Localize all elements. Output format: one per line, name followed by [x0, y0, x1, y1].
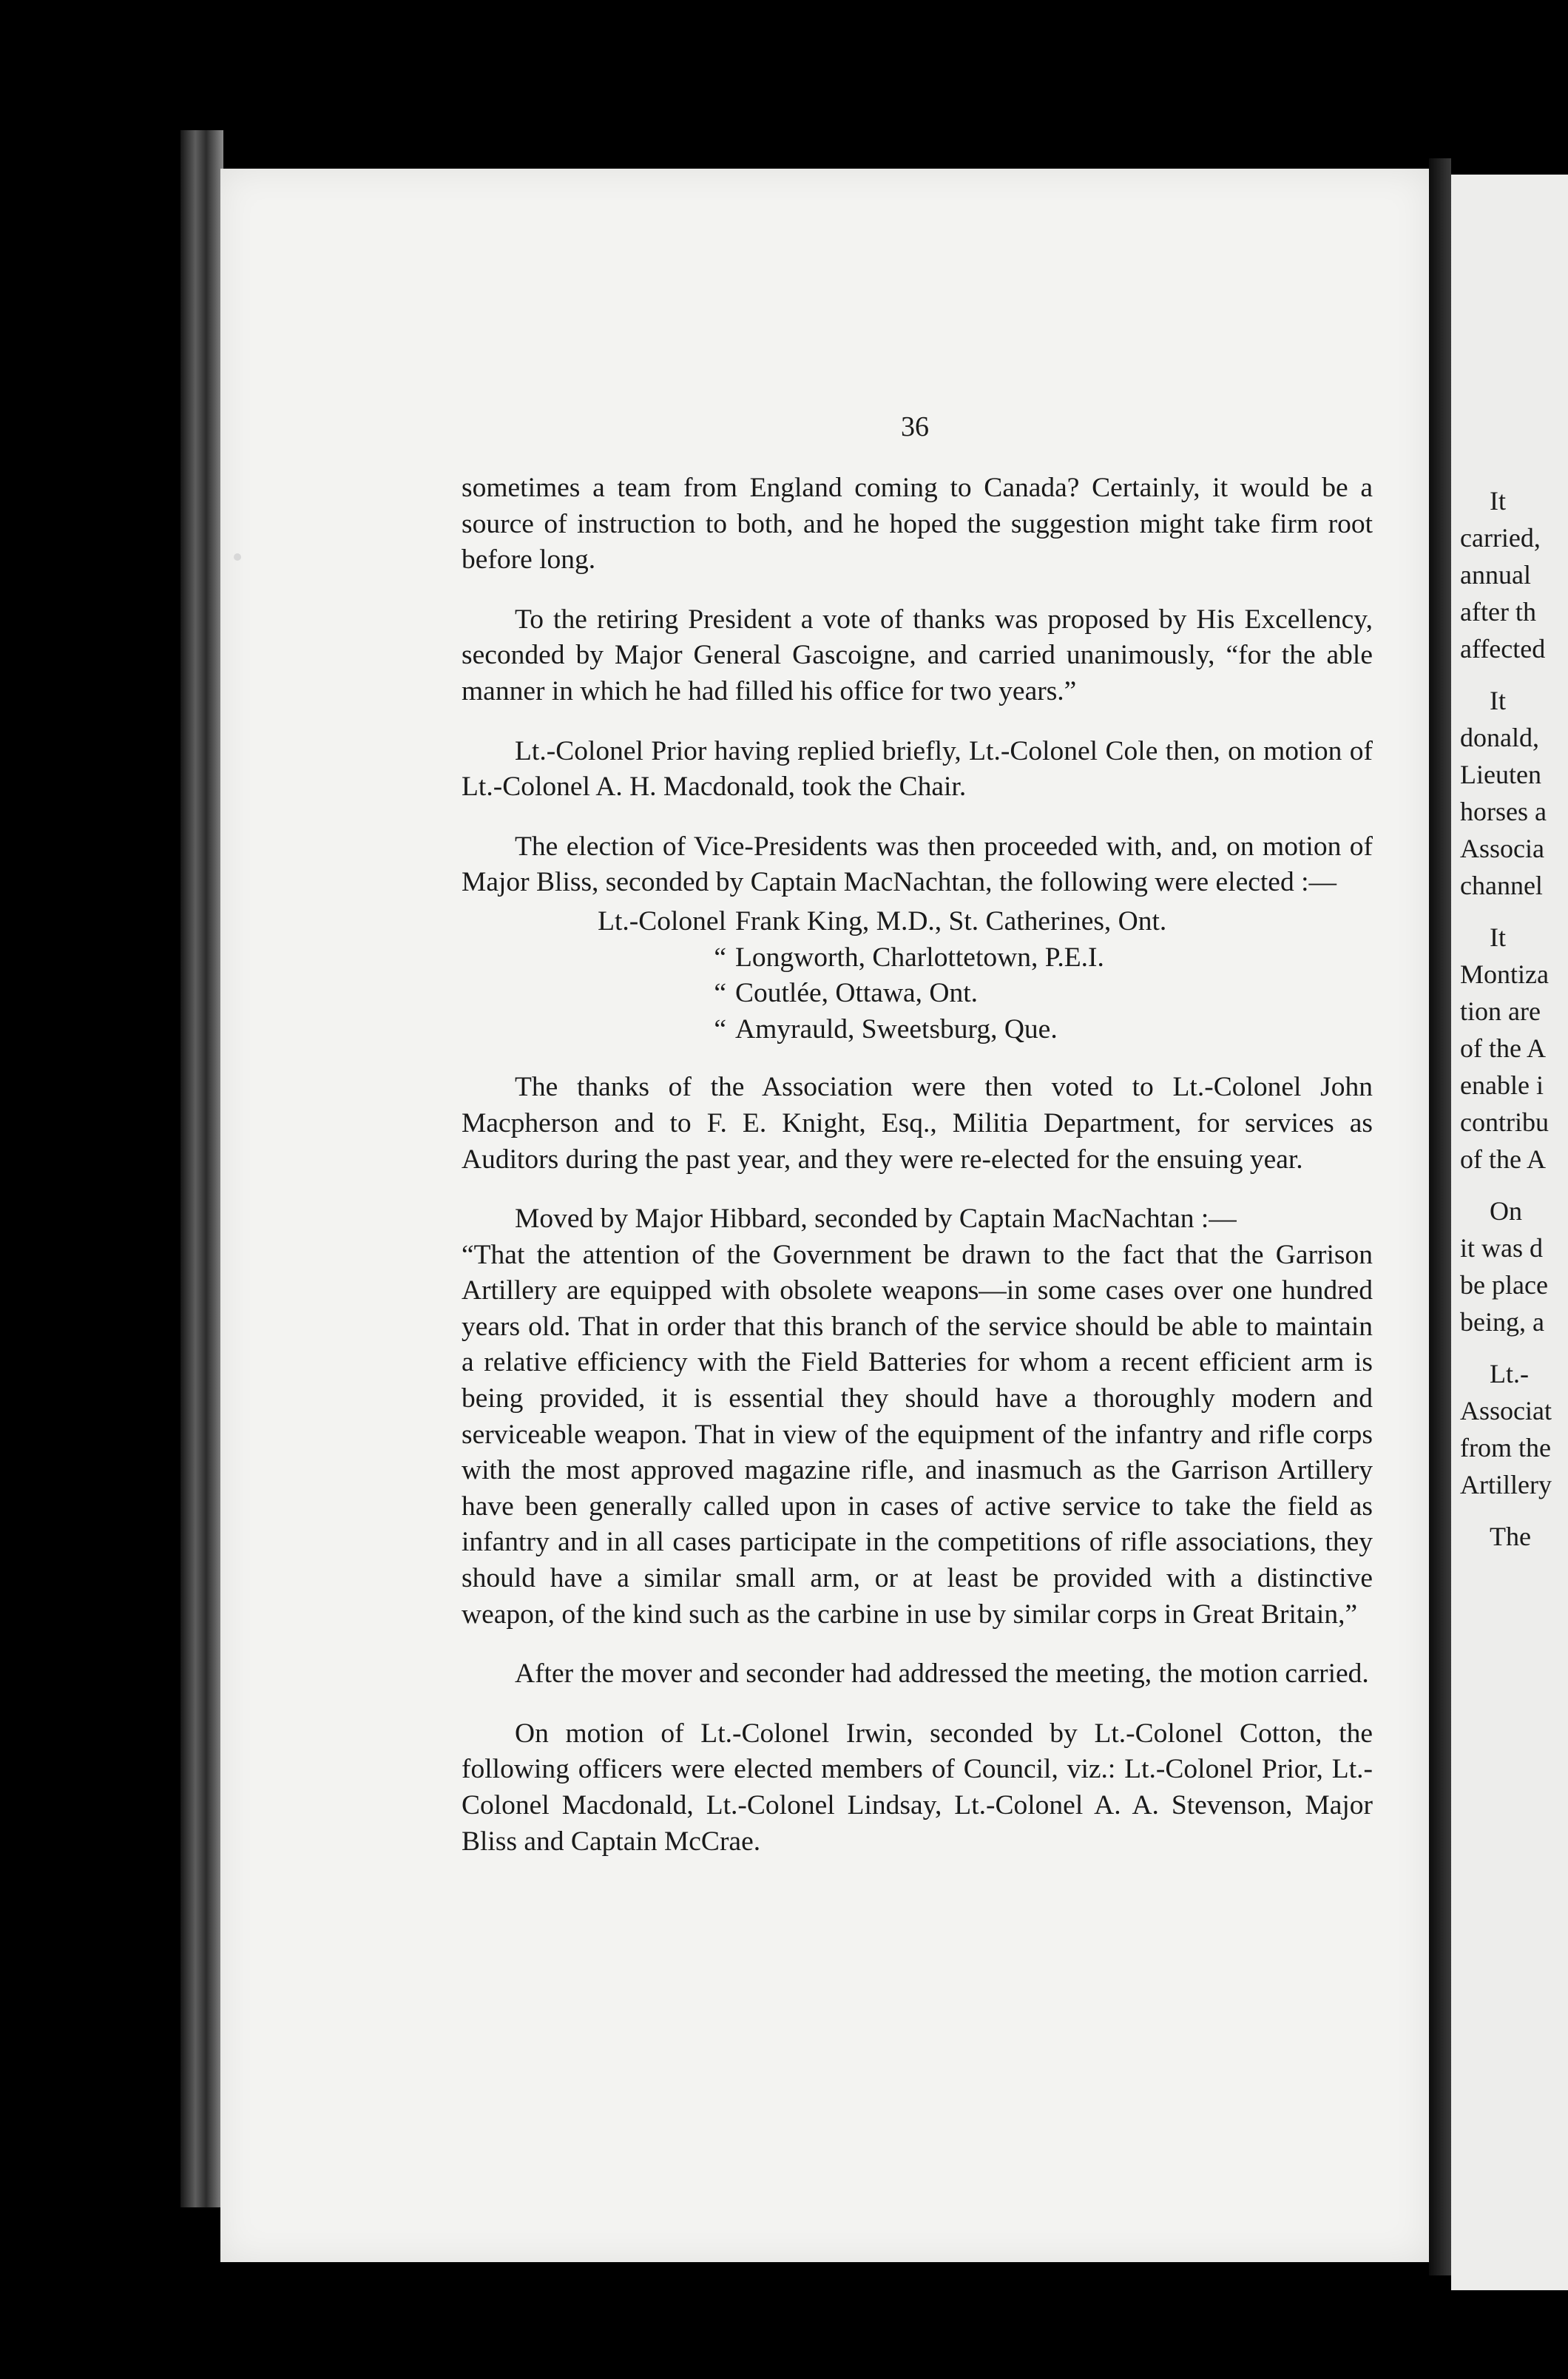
- next-page-fragment: donald,: [1460, 723, 1539, 752]
- vice-president-rank: “: [714, 1013, 726, 1045]
- next-page-fragment: of the A: [1460, 1144, 1546, 1174]
- next-page-fragment: It: [1490, 686, 1506, 715]
- next-page-fragment: after th: [1460, 597, 1536, 627]
- vice-president-entry: [462, 904, 1373, 940]
- next-page-fragment: tion are: [1460, 996, 1541, 1026]
- vice-president-list: [462, 904, 1373, 1047]
- next-page-fragment: it was d: [1460, 1233, 1543, 1263]
- next-page-fragment: It: [1490, 486, 1506, 516]
- vice-president-name: Coutlée, Ottawa, Ont.: [735, 978, 979, 1009]
- vice-president-entry: [462, 940, 1373, 976]
- vice-president-name: Longworth, Charlottetown, P.E.I.: [735, 942, 1104, 973]
- vice-president-entry: [462, 976, 1373, 1012]
- book-spine: [180, 130, 223, 2207]
- next-page-fragment: enable i: [1460, 1070, 1544, 1100]
- next-page-fragment: carried,: [1460, 523, 1541, 553]
- paragraph-hibbard-motion: [462, 1201, 1373, 1633]
- vice-president-name: Frank King, M.D., St. Catherines, Ont.: [735, 905, 1167, 937]
- next-page-fragment: be place: [1460, 1270, 1548, 1300]
- paragraph-motion-carried: After the mover and seconder had addressed the meeting, the motion carried.: [515, 1658, 1369, 1690]
- next-page-fragment: Montiza: [1460, 959, 1549, 989]
- vice-president-entry: [462, 1012, 1373, 1048]
- page-gutter: [1429, 158, 1451, 2275]
- paragraph-vice-president-election: The election of Vice-Presidents was then proceeded with, and, on motion of Major Bliss, seconded by Captain MacNachtan, the following were elected :—: [462, 831, 1373, 898]
- vice-president-rank: “: [714, 978, 726, 1009]
- motion-quote: “That the attention of the Government be drawn to the fact that the Garrison Artillery are equipped with obsolete weapons—in some cases over one hundred years old. That in order that this branch of the service should be able to maintain a relative efficiency with the Field Batteries for whom a recent efficient arm is being provided, it is essential they should have a thoroughly modern and serviceable weapon. That in view of the equipment of the infantry and rifle corps with the most approved magazine rifle, and inasmuch as the Garrison Artillery have been generally called upon in cases of active service to take the field as infantry and in all cases participate in the competitions of rifle associations, they should have a similar small arm, or at least be provided with a distinctive weapon, of the kind such as the carbine in use by similar corps in Great Britain,”: [462, 1239, 1373, 1630]
- page-body: [462, 470, 1373, 1883]
- motion-intro: Moved by Major Hibbard, seconded by Captain MacNachtan :—: [515, 1204, 1237, 1235]
- next-page-fragment: being, a: [1460, 1307, 1544, 1337]
- next-page-fragment: On: [1490, 1196, 1522, 1226]
- paragraph-continued: sometimes a team from England coming to Canada? Certainly, it would be a source of instruction to both, and he hoped the suggestion might take firm root before long.: [462, 473, 1373, 576]
- vice-president-rank: “: [714, 942, 726, 973]
- next-page-fragment: of the A: [1460, 1033, 1546, 1063]
- next-page-fragment: horses a: [1460, 797, 1547, 826]
- next-page-fragment: Associa: [1460, 834, 1544, 863]
- vice-president-rank: Lt.-Colonel: [598, 905, 726, 937]
- next-page-fragment: annual: [1460, 560, 1531, 590]
- paragraph-auditors: The thanks of the Association were then voted to Lt.-Colonel John Macpherson and to F. E. Knight, Esq., Militia Department, for services as Auditors during the past year, and they were re-elected for the ensuing year.: [462, 1072, 1373, 1175]
- next-page-fragment: The: [1490, 1522, 1531, 1551]
- paragraph-vote-of-thanks: To the retiring President a vote of thanks was proposed by His Excellency, seconded by Major General Gascoigne, and carried unanimously, “for the able manner in which he had filled his office for two years.”: [462, 604, 1373, 706]
- page-number: 36: [901, 411, 929, 442]
- vice-president-name: Amyrauld, Sweetsburg, Que.: [735, 1013, 1058, 1045]
- next-page-fragment: Associat: [1460, 1396, 1552, 1425]
- next-page-fragment: Lieuten: [1460, 760, 1541, 789]
- next-page-fragment: from the: [1460, 1433, 1551, 1462]
- next-page-edge: [1451, 175, 1568, 2290]
- next-page-fragment: contribu: [1460, 1107, 1549, 1137]
- next-page-fragment: It: [1490, 922, 1506, 952]
- next-page-fragment: Artillery: [1460, 1470, 1552, 1499]
- paper-speck: [234, 553, 241, 561]
- paragraph-chair: Lt.-Colonel Prior having replied briefly, Lt.-Colonel Cole then, on motion of Lt.-Colonel A. H. Macdonald, took the Chair.: [462, 735, 1373, 803]
- next-page-fragment: Lt.-: [1490, 1359, 1529, 1388]
- next-page-fragment: channel: [1460, 871, 1543, 900]
- paragraph-council-election: On motion of Lt.-Colonel Irwin, seconded by Lt.-Colonel Cotton, the following officers were elected members of Council, viz.: Lt.-Colonel Prior, Lt.-Colonel Macdonald, Lt.-Colonel Lindsay, Lt.-Colonel A. A. Stevenson, Major Bliss and Captain McCrae.: [462, 1718, 1373, 1857]
- next-page-fragment: affected: [1460, 634, 1546, 664]
